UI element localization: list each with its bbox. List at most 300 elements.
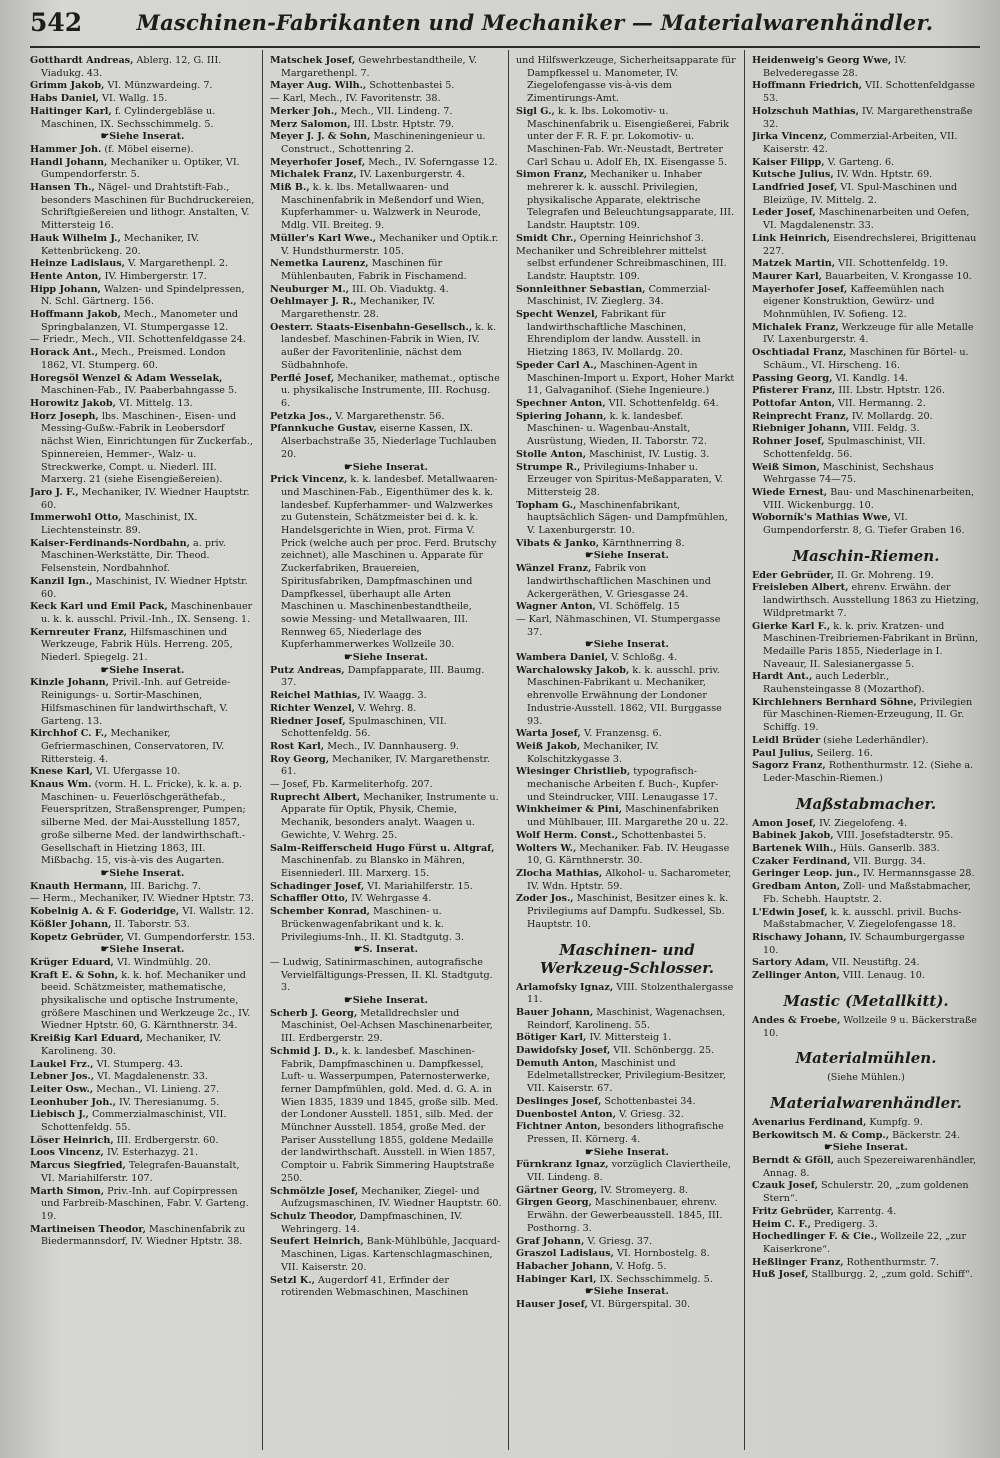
entry-details: — Herm., Mechaniker, IV. Wiedner Hptstr. 73. [30, 893, 254, 905]
entry-name: Michalek Franz, [270, 169, 357, 181]
entry-details: typografisch-mechanische Arbeiten f. Buch-, Kupfer- und Steindrucker, VIII. Lenaugasse 17. [527, 766, 719, 803]
directory-entry [516, 652, 738, 665]
entry-details: IV. Stromeyerg. 8. [600, 1184, 689, 1196]
directory-entry [30, 881, 255, 894]
directory-entry [752, 907, 980, 932]
directory-entry [30, 1160, 255, 1185]
entry-name: Roy Georg, [270, 753, 330, 765]
directory-entry [30, 1097, 255, 1110]
entry-details: Commerzial-Maschinist, IV. Zieglerg. 34. [527, 283, 711, 308]
directory-entry [30, 1071, 255, 1084]
entry-details: VI. Mittelg. 13. [118, 397, 193, 409]
entry-details: — Josef, Fb. Karmeliterhofg. 207. [270, 779, 433, 791]
directory-entry [752, 1219, 980, 1232]
entry-details: IX. Sechsschimmelg. 5. [599, 1273, 713, 1285]
directory-entry [516, 982, 738, 1007]
directory-entry [270, 423, 502, 461]
directory-entry [752, 373, 980, 386]
entry-name: Berkowitsch M. & Comp., [752, 1129, 890, 1141]
entry-details: Maschinenarbeiten und Oefen, VI. Magdalenenstr. 33. [763, 207, 970, 232]
directory-entry [270, 1008, 502, 1046]
entry-name: Krüger Eduard, [30, 956, 114, 968]
entry-details: Mechaniker, IV. Wiedner Hauptstr. 60. [41, 486, 250, 511]
entry-name: Schadinger Josef, [270, 880, 365, 892]
page-header [30, 4, 980, 40]
entry-name: Paul Julius, [752, 747, 814, 759]
directory-entry [270, 80, 502, 93]
entry-details: eiserne Kassen, IX. Alserbachstraße 35, Niederlage Tuchlauben 20. [281, 423, 497, 460]
entry-details: (siehe Lederhändler). [823, 734, 929, 746]
entry-details: Maschinist und Edelmetallstrecker, Privilegium-Besitzer, VII. Kaiserstr. 67. [527, 1057, 726, 1095]
directory-entry [752, 1155, 980, 1180]
entry-details: Maschineningenieur u. Construct., Schottenring 2. [281, 131, 486, 155]
directory-entry [270, 1046, 502, 1186]
entry-name: Passing Georg, [752, 372, 833, 384]
directory-entry [516, 741, 738, 766]
entry-details: IV. Mollardg. 20. [851, 410, 933, 422]
column-divider [508, 50, 509, 1450]
directory-entry [30, 233, 255, 258]
directory-entry [752, 271, 980, 284]
entry-details: k. k. ausschl. privil. Buchs-Maßstabmacher, V. Ziegelofengasse 18. [763, 906, 962, 931]
directory-entry [516, 1058, 738, 1096]
entry-details: VIII. Josefstadterstr. 95. [836, 830, 954, 842]
entry-details: Maschinist, IX. Liechtensteinstr. 89. [41, 512, 198, 537]
entry-name: Salm-Reifferscheid Hugo Fürst u. Altgraf, [270, 842, 495, 854]
entry-name: Oehlmayer J. R., [270, 296, 357, 308]
entry-name: Hansen Th., [30, 182, 95, 194]
entry-name: Wagner Anton, [516, 601, 596, 613]
entry-details: besonders lithografische Pressen, II. Körnerg. 4. [527, 1121, 724, 1145]
directory-entry [270, 741, 502, 754]
directory-entry [752, 487, 980, 512]
entry-name: Weiß Jakob, [516, 740, 581, 752]
directory-entry [270, 754, 502, 779]
entry-name: Müller's Karl Wwe., [270, 232, 377, 244]
directory-entry [30, 766, 255, 779]
directory-entry [752, 1180, 980, 1205]
directory-entry [516, 1032, 738, 1045]
directory-entry [270, 131, 502, 156]
directory-entry [752, 582, 980, 620]
see-advert-note: ☛ Siehe Inserat. [30, 131, 255, 144]
directory-entry [516, 1007, 738, 1032]
directory-entry [516, 1197, 738, 1235]
directory-entry [752, 748, 980, 761]
entry-name: Gärtner Georg, [516, 1184, 598, 1196]
entry-name: Schaffler Otto, [270, 893, 349, 905]
directory-entry [516, 462, 738, 500]
entry-details: IV. Belvederegasse 28. [763, 55, 907, 79]
directory-entry [516, 1261, 738, 1274]
directory-entry [270, 119, 502, 132]
entry-name: Habacher Johann, [516, 1260, 613, 1272]
entry-details: Karrentg. 4. [837, 1205, 897, 1217]
entry-name: Winkheimer & Pini, [516, 804, 623, 816]
directory-entry [752, 207, 980, 232]
entry-details: IV. Theresianumg. 5. [119, 1096, 220, 1108]
entry-name: Kaiser-Ferdinands-Nordbahn, [30, 537, 190, 549]
entry-details: Maschinist, Besitzer eines k. k. Privilegiums auf Dampfu. Sudkessel, Sb. Hauptstr. 10. [527, 893, 729, 930]
entry-name: Horegsöl Wenzel & Adam Wesselak, [30, 372, 223, 384]
directory-entry [516, 284, 738, 309]
directory-entry [752, 856, 980, 869]
entry-name: Prick Vincenz, [270, 474, 348, 486]
entry-details: Eisendrechslerei, Brigittenau 227. [763, 232, 977, 257]
directory-entry [752, 843, 980, 856]
directory-entry [516, 55, 738, 106]
entry-details: Maschinen- u. Brückenwagenfabrikant und k. k. Privilegiums-Inh., II. Kl. Stadtgutg. 3. [281, 906, 465, 943]
entry-name: Kobelnig A. & F. Goderidge, [30, 906, 180, 918]
directory-entry [270, 93, 502, 106]
entry-details: Kaffeemühlen nach eigener Konstruktion, Gewürz- und Mohnmühlen, IV. Sofieng. 12. [763, 283, 945, 321]
entry-details: Schottenbastei 5. [369, 80, 455, 92]
directory-entry [516, 843, 738, 868]
entry-details: IV. Laxenburgerstr. 4. [359, 169, 466, 181]
directory-entry [752, 1269, 980, 1282]
entry-details: Mechaniker, Gefriermaschinen, Conservatoren, IV. Rittersteig. 4. [41, 728, 225, 765]
entry-details: Dampfmaschinen, IV. Wehringerg. 14. [281, 1210, 463, 1235]
directory-entry [516, 601, 738, 614]
entry-details: Commerzial-Arbeiten, VII. Kaiserstr. 42. [763, 131, 958, 155]
entry-name: Meyerhofer Josef, [270, 156, 366, 168]
entry-details: Maschinist, Sechshaus Wehrgasse 74—75. [763, 461, 934, 486]
entry-details: III. Barichg. 7. [130, 880, 202, 892]
directory-entry [30, 728, 255, 766]
entry-name: Amon Josef, [752, 817, 817, 829]
directory-entry [752, 1015, 980, 1040]
entry-name: Seufert Heinrich, [270, 1236, 364, 1248]
directory-entry [516, 804, 738, 829]
entry-name: Graszol Ladislaus, [516, 1248, 614, 1260]
directory-entry [30, 1135, 255, 1148]
entry-name: Reichel Mathias, [270, 690, 361, 702]
directory-entry [752, 258, 980, 271]
directory-entry [752, 830, 980, 843]
directory-entry [30, 627, 255, 665]
entry-details: Telegrafen-Bauanstalt, VI. Mariahilferstr. 107. [41, 1160, 240, 1184]
entry-details: Maschinen für Börtel- u. Schäum., VI. Hirscheng. 16. [763, 347, 969, 371]
directory-entry [30, 576, 255, 601]
entry-details: V. Margarethenpl. 2. [128, 258, 229, 270]
entry-name: Hente Anton, [30, 270, 102, 282]
directory-entry [516, 106, 738, 170]
entry-details: Mechaniker, IV. Karolineng. 30. [41, 1033, 222, 1057]
section-heading: Maschinen- und Werkzeug-Schlosser. [540, 940, 714, 977]
directory-entry [516, 893, 738, 931]
entry-name: Gierke Karl F., [752, 620, 831, 632]
entry-details: Wollzeile 9 u. Bäckerstraße 10. [763, 1014, 977, 1039]
directory-entry [516, 1121, 738, 1146]
entry-details: k. k. landesbef. Maschinen-Fabrik, Dampfmaschinen u. Dampfkessel, Luft- u. Wasserpumpen, Paternosterwerke, ferner Dampfmühlen, gold. Med. d. G. A. in Wien 1835, 1839 und 1845, große silb. Med. der Londoner Ausstell. 1851, silb. Med. der Münchner Ausstell. 1854, große Med. der Pariser Ausstellung 1855, goldene Medaille der landwirthschaft. Ausstell. in Wien 1857, Comptoir u. Fabrik Simmering Hauptstraße 250. [281, 1045, 499, 1184]
entry-details: Stallburgg. 2, „zum gold. Schiff“. [811, 1269, 973, 1281]
entry-name: Kößler Johann, [30, 918, 112, 930]
entry-name: Oschtiadal Franz, [752, 347, 847, 359]
entry-name: Habs Daniel, [30, 93, 99, 105]
entry-name: Bauer Johann, [516, 1006, 594, 1018]
entry-name: Immerwohl Otto, [30, 512, 122, 524]
entry-name: Hammer Joh. [30, 143, 102, 155]
directory-entry [752, 106, 980, 131]
directory-entry [752, 735, 980, 748]
entry-name: Warchalowsky Jakob, [516, 664, 630, 676]
entry-details: Kärnthnerring 8. [602, 537, 685, 549]
entry-details: Maschinenbauer u. k. k. ausschl. Privil.-Inh., IX. Senseng. 1. [41, 601, 253, 625]
entry-details: Maschinist, IV. Lustig. 3. [589, 448, 710, 460]
entry-name: Leiter Osw., [30, 1083, 94, 1095]
entry-details: Mechaniker u. Inhaber mehrerer k. k. ausschl. Privilegien, physikalische Apparate, elektrische Telegrafen und Beleuchtungsapparate, III. Landstr. Hauptstr. 109. [527, 169, 735, 232]
entry-name: Topham G., [516, 499, 577, 511]
see-advert-note: ☛ Siehe Inserat. [270, 652, 502, 665]
entry-details: IV. Himbergerstr. 17. [104, 270, 207, 282]
directory-entry [516, 1045, 738, 1058]
entry-details: auch Lederblr., Rauhensteingasse 8 (Mozarthof). [763, 671, 925, 696]
directory-entry [516, 360, 738, 398]
entry-name: Fritz Gebrüder, [752, 1205, 835, 1217]
entry-name: Sartory Adam, [752, 957, 829, 969]
entry-name: Heim C. F., [752, 1218, 811, 1230]
entry-name: Knese Karl, [30, 766, 93, 778]
entry-details: Mechaniker, IV. Kolschitzkygasse 3. [527, 740, 659, 765]
directory-entry [30, 157, 255, 182]
entry-name: Specht Wenzel, [516, 309, 598, 321]
entry-details: Seilerg. 16. [816, 747, 873, 759]
directory-entry [30, 80, 255, 93]
entry-details: IV. Hermannsgasse 28. [862, 868, 975, 880]
directory-entry [516, 169, 738, 233]
entry-details: Mechaniker. Fab. IV. Heugasse 10, G. Kärnthnerstr. 30. [527, 842, 730, 867]
see-advert-note: ☛ Siehe Inserat. [30, 944, 255, 957]
entry-details: Mech., IV. Soferngasse 12. [368, 156, 498, 168]
entry-name: Stolle Anton, [516, 448, 587, 460]
directory-entry [516, 868, 738, 893]
directory-entry [30, 1147, 255, 1160]
directory-entry [30, 411, 255, 487]
entry-details: k. k. hof. Mechaniker und beeid. Schätzmeister, mathematische, physikalische und optische Instrumente, größere Maschinen und Werkzeuge 2c., IV. Wiedner Hptstr. 60, G. Kärnthnerstr. 34. [41, 969, 251, 1032]
entry-details: Maschinen-Agent in Maschinen-Import u. Export, Hoher Markt 11, Galvaganihof. (Siehe Ingenieure.) [527, 359, 735, 397]
entry-details: Alkohol- u. Sacharometer, IV. Wdn. Hptstr. 59. [527, 868, 732, 892]
entry-name: Spiering Johann, [516, 410, 607, 422]
directory-entry [270, 703, 502, 716]
entry-details: und Hilfswerkzeuge, Sicherheitsapparate für Dampfkessel u. Manometer, IV. Ziegelofengasse vis-à-vis dem Zimentirungs-Amt. [516, 55, 736, 105]
entry-details: Maschinenfabrikant, hauptsächlich Sägen- und Dampfmühlen, V. Laxenburgerstr. 10. [527, 499, 728, 537]
entry-name: Hipp Johann, [30, 283, 101, 295]
see-advert-note: ☛ Siehe Inserat. [516, 639, 738, 652]
directory-entry [30, 334, 255, 347]
directory-entry [516, 614, 738, 639]
entry-details: Bank-Mühlbühle, Jacquard-Maschinen, Ligas. Kartenschlagmaschinen, VII. Kaiserstr. 20. [281, 1236, 501, 1273]
directory-entry [30, 284, 255, 309]
directory-entry [752, 970, 980, 983]
entry-details: IV. Wehrgasse 4. [351, 893, 432, 905]
entry-details: IV. Mittersteig 1. [589, 1032, 672, 1044]
entry-name: Duenbostel Anton, [516, 1108, 616, 1120]
directory-entry [270, 296, 502, 321]
entry-name: Horowitz Jakob, [30, 397, 116, 409]
entry-name: Gredbam Anton, [752, 881, 841, 893]
entry-details: Zoll- und Maßstabmacher, Fb. Schebh. Hauptstr. 2. [763, 881, 971, 905]
entry-details: VIII. Feldg. 3. [852, 423, 920, 435]
entry-name: Eder Gebrüder, [752, 569, 835, 581]
entry-details: auch Spezereiwarenhändler, Annag. 8. [763, 1155, 977, 1179]
section-heading: Materialwarenhändler. [770, 1093, 962, 1112]
directory-entry [30, 957, 255, 970]
entry-name: Knauth Hermann, [30, 880, 128, 892]
section-heading: Maßstabmacher. [795, 794, 937, 813]
directory-entry [752, 423, 980, 436]
directory-entry [516, 398, 738, 411]
page-number: 542 [30, 7, 83, 37]
entry-details: Nägel- und Drahtstift-Fab., besonders Maschinen für Buchdruckereien, Schriftgießereien und lithogr. Anstalten, V. Mittersteig 16. [41, 182, 255, 232]
directory-entry [752, 868, 980, 881]
entry-details: VI. Gumpendorferstr. 153. [127, 931, 255, 943]
directory-entry [270, 322, 502, 373]
entry-name: Wiesinger Christlieb, [516, 766, 631, 778]
directory-entry [30, 1109, 255, 1134]
entry-details: Spulmaschinist, VII. Schottenfeldg. 56. [763, 436, 926, 460]
entry-name: Mayerhofer Josef, [752, 283, 848, 295]
entry-name: Petzka Jos., [270, 410, 333, 422]
directory-entry [270, 957, 502, 995]
directory-entry [270, 906, 502, 944]
directory-entry [30, 55, 255, 80]
entry-name: Demuth Anton, [516, 1057, 598, 1069]
directory-entry [752, 55, 980, 80]
entry-name: Dawidofsky Josef, [516, 1045, 611, 1057]
entry-name: L'Edwin Josef, [752, 906, 828, 918]
directory-entry [752, 932, 980, 957]
entry-details: VI. Mariahilferstr. 15. [367, 880, 473, 892]
entry-name: Smidt Chr., [516, 232, 577, 244]
entry-name: Jaro J. F., [30, 486, 79, 498]
entry-details: Maschinist, Wagenachsen, Reindorf, Karolineng. 55. [527, 1006, 726, 1031]
entry-details: Rothenthurmstr. 7. [846, 1256, 940, 1268]
entry-name: Simon Franz, [516, 169, 588, 181]
directory-entry [30, 538, 255, 576]
directory-entry [752, 671, 980, 696]
directory-entry [30, 932, 255, 945]
directory-entry [30, 1186, 255, 1224]
directory-entry [30, 144, 255, 157]
directory-entry [752, 157, 980, 170]
entry-details: V. Schloßg. 4. [611, 652, 678, 664]
entry-name: Pfannkuche Gustav, [270, 423, 377, 435]
entry-name: Hochedlinger F. & Cie., [752, 1231, 878, 1243]
entry-name: Strumpe R., [516, 461, 581, 473]
directory-entry [30, 106, 255, 131]
directory-entry [752, 512, 980, 537]
see-advert-note: ☛ S. Inserat. [270, 944, 502, 957]
entry-details: Commerzialmaschinist, VII. Schottenfeldg. 55. [41, 1109, 227, 1134]
entry-name: Bartenek Wilh., [752, 843, 837, 855]
directory-entry [270, 1211, 502, 1236]
entry-name: Rohner Josef, [752, 436, 825, 448]
entry-details: Mech., Manometer und Springbalanzen, VI. Stumpergasse 12. [41, 309, 239, 333]
entry-name: Speder Carl A., [516, 359, 597, 371]
entry-name: Schmölzle Josef, [270, 1185, 359, 1197]
entry-details: Privilegiums-Inhaber u. Erzeuger von Spiritus-Meßapparaten, V. Mittersteig 28. [527, 461, 724, 498]
running-title: Maschinen-Fabrikanten und Mechaniker — Materialwarenhändler. [136, 9, 934, 35]
see-advert-note: ☛ Siehe Inserat. [516, 550, 738, 563]
entry-details: Ablerg. 12, G. III. Viadukg. 43. [41, 55, 222, 79]
entry-name: Zellinger Anton, [752, 970, 840, 982]
directory-entry [516, 665, 738, 729]
entry-details: VI. Spul-Maschinen und Bleizüge, IV. Mittelg. 2. [763, 182, 958, 206]
directory-entry [752, 760, 980, 785]
directory-entry [752, 347, 980, 372]
entry-name: Martineisen Theodor, [30, 1223, 146, 1235]
entry-details: IV. Schaumburgergasse 10. [763, 932, 965, 956]
entry-details: III. Lbstr. Hptstr. 79. [353, 118, 455, 130]
directory-entry [270, 157, 502, 170]
directory-entry [270, 893, 502, 906]
directory-entry [270, 779, 502, 792]
entry-name: Arlamofsky Ignaz, [516, 981, 614, 993]
entry-name: Horz Joseph, [30, 410, 99, 422]
directory-entry [516, 1236, 738, 1249]
directory-entry [30, 309, 255, 334]
entry-details: k. k. lbs. Metallwaaren- und Maschinenfabrik in Meßendorf und Wien, Kupferhammer- u. Walzwerk in Neurode, Mdlg. VII. Breiteg. 9. [281, 182, 485, 232]
see-advert-note: ☛ Siehe Inserat. [752, 1142, 980, 1155]
directory-entry [516, 1159, 738, 1184]
entry-details: IV. Ziegelofeng. 4. [819, 817, 908, 829]
entry-name: Riebniger Johann, [752, 423, 850, 435]
entry-details: Kumpfg. 9. [869, 1116, 923, 1128]
entry-details: Fabrik von landwirthschaftlichen Maschinen und Ackergeräthen, V. Griesgasse 24. [527, 563, 711, 600]
entry-details: II. Taborstr. 53. [114, 918, 190, 930]
entry-details: — Karl, Mech., IV. Favoritenstr. 38. [270, 93, 441, 105]
directory-entry [516, 563, 738, 601]
entry-name: Haitinger Karl, [30, 105, 112, 117]
directory-entry [30, 512, 255, 537]
directory-entry [30, 373, 255, 398]
entry-name: Weiß Simon, [752, 461, 820, 473]
directory-entry [30, 1059, 255, 1072]
entry-details: VI. Wallstr. 12. [182, 906, 254, 918]
entry-name: Kopetz Gebrüder, [30, 931, 125, 943]
entry-details: IV. Esterhazyg. 21. [106, 1147, 199, 1159]
column-3 [516, 55, 738, 1450]
entry-name: Zoder Jos., [516, 893, 574, 905]
directory-entry [516, 411, 738, 449]
entry-details: Fabrikant für landwirthschaftliche Maschinen, Ehrendiplom der landw. Ausstell. in Hietzing 1863, IV. Mollardg. 20. [527, 309, 701, 359]
directory-entry [752, 697, 980, 735]
directory-entry [752, 1257, 980, 1270]
directory-entry [270, 106, 502, 119]
entry-name: Sagorz Franz, [752, 760, 826, 772]
directory-entry [30, 970, 255, 1034]
entry-details: Mechaniker, mathemat., optische u. physikalische Instrumente, III. Rochusg. 6. [281, 372, 500, 409]
entry-name: Hardt Ant., [752, 671, 813, 683]
entry-details: VI. Wallg. 15. [102, 93, 168, 105]
entry-details: VI. Münzwardeing. 7. [107, 80, 213, 92]
directory-entry [270, 258, 502, 283]
entry-name: Kanzil Ign., [30, 575, 93, 587]
entry-details: Schottenbastei 34. [604, 1095, 696, 1107]
entry-name: Mayer Aug. Wilh., [270, 80, 367, 92]
entry-name: Avenarius Ferdinand, [752, 1116, 867, 1128]
directory-entry [516, 246, 738, 284]
entry-name: Spechner Anton, [516, 397, 606, 409]
entry-details: III. Lbstr. Hptstr. 126. [838, 385, 945, 397]
section-heading: Mastic (Metallkitt). [783, 991, 949, 1010]
entry-details: Mech., Preismed. London 1862, VI. Stumperg. 60. [41, 347, 226, 371]
entry-details: Mechaniker u. Optiker, VI. Gumpendorferstr. 5. [41, 156, 240, 181]
directory-entry [752, 398, 980, 411]
entry-details: VI. Windmühlg. 20. [116, 956, 211, 968]
entry-details: V. Griesg. 37. [587, 1235, 653, 1247]
directory-entry [270, 1236, 502, 1274]
